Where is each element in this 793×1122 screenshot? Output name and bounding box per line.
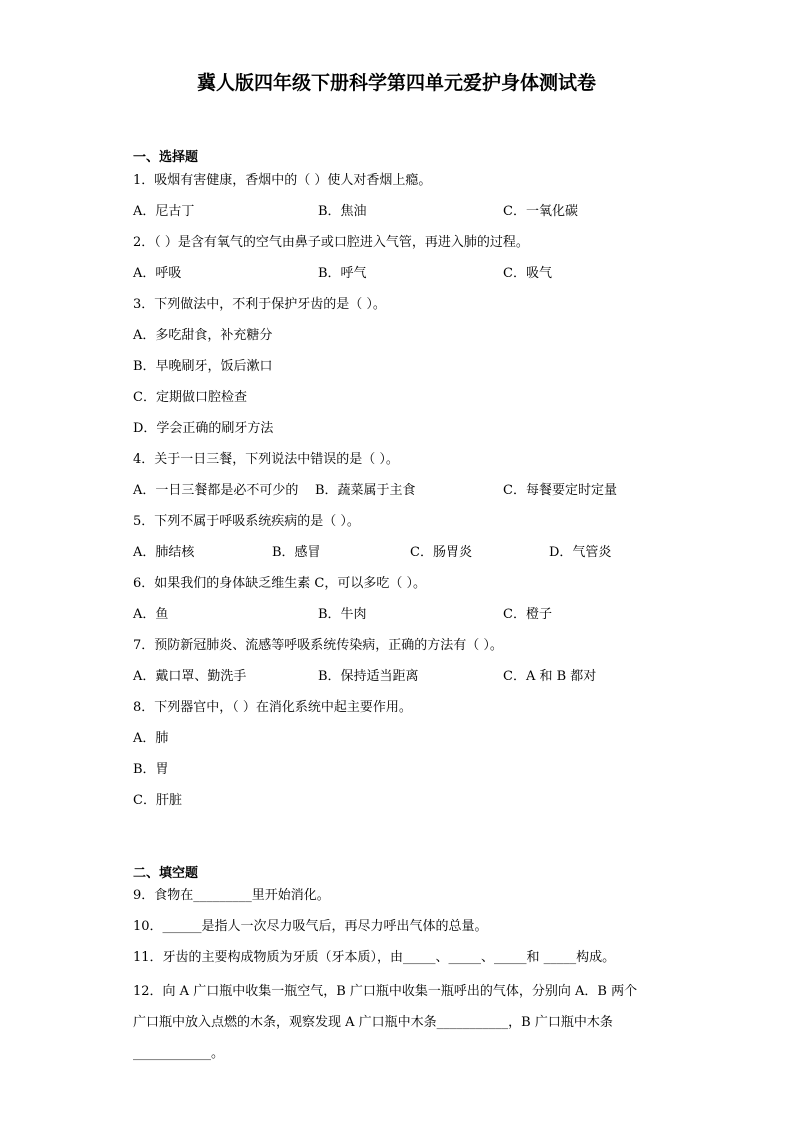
option: C．每餐要定时定量	[503, 483, 617, 498]
question-9: 9．食物在_________里开始消化。	[133, 888, 330, 903]
question-2: 2．（ ）是含有氧气的空气由鼻子或口腔进入气管，再进入肺的过程。	[133, 235, 529, 250]
option: B．牛肉	[318, 607, 367, 622]
option: B．蔬菜属于主食	[315, 483, 416, 498]
option: C．肝脏	[133, 793, 182, 808]
option: B．早晚刷牙，饭后漱口	[133, 359, 273, 374]
section-heading-fill-blank: 二、填空题	[133, 866, 199, 881]
option: B．胃	[133, 762, 169, 777]
option: C．吸气	[503, 266, 552, 281]
option: A．呼吸	[133, 266, 182, 281]
question-7-options	[133, 668, 673, 686]
option: C．A 和 B 都对	[503, 669, 597, 684]
question-10: 10．______是指人一次尽力吸气后，再尽力呼出气体的总量。	[133, 919, 488, 934]
question-12-line-3: ____________。	[133, 1046, 225, 1061]
question-3: 3．下列做法中，不利于保护牙齿的是（ ）。	[133, 297, 386, 312]
option: A．多吃甜食，补充糖分	[133, 328, 273, 343]
option: C．橙子	[503, 607, 552, 622]
question-6-options	[133, 606, 673, 624]
question-4-options	[133, 482, 673, 500]
option: C．定期做口腔检查	[133, 390, 247, 405]
question-8: 8．下列器官中，（ ）在消化系统中起主要作用。	[133, 700, 412, 715]
page-title: 冀人版四年级下册科学第四单元爱护身体测试卷	[196, 72, 596, 94]
option: A．鱼	[133, 607, 169, 622]
question-5-options	[133, 544, 673, 562]
option: B．保持适当距离	[318, 669, 419, 684]
option: B．呼气	[318, 266, 367, 281]
option: C．肠胃炎	[410, 545, 472, 560]
question-11: 11．牙齿的主要构成物质为牙质（牙本质），由_____、_____、_____和 _____构成。	[133, 950, 616, 965]
option: A．肺结核	[133, 545, 195, 560]
option: B．焦油	[318, 204, 367, 219]
question-1-options	[133, 203, 673, 221]
question-5: 5．下列不属于呼吸系统疾病的是（ ）。	[133, 514, 360, 529]
option: D．气管炎	[549, 545, 612, 560]
option: D．学会正确的刷牙方法	[133, 421, 274, 436]
question-4: 4．关于一日三餐，下列说法中错误的是（ ）。	[133, 452, 399, 467]
question-7: 7．预防新冠肺炎、流感等呼吸系统传染病，正确的方法有（ ）。	[133, 638, 503, 653]
question-1: 1．吸烟有害健康，香烟中的（ ）使人对香烟上瘾。	[133, 173, 432, 188]
section-heading-choice: 一、选择题	[133, 150, 199, 165]
option: A．肺	[133, 731, 169, 746]
option: C．一氧化碳	[503, 204, 578, 219]
question-6: 6．如果我们的身体缺乏维生素 C，可以多吃（ ）。	[133, 576, 426, 591]
option: A．戴口罩、勤洗手	[133, 669, 247, 684]
question-12-line-1: 12．向 A 广口瓶中收集一瓶空气，B 广口瓶中收集一瓶呼出的气体，分别向 A．B 两个	[133, 984, 638, 999]
option: A．一日三餐都是必不可少的	[133, 483, 299, 498]
question-2-options	[133, 265, 673, 283]
question-12-line-2: 广口瓶中放入点燃的木条，观察发现 A 广口瓶中木条___________，B 广口瓶中木条	[133, 1015, 613, 1030]
option: B．感冒	[272, 545, 321, 560]
option: A．尼古丁	[133, 204, 195, 219]
